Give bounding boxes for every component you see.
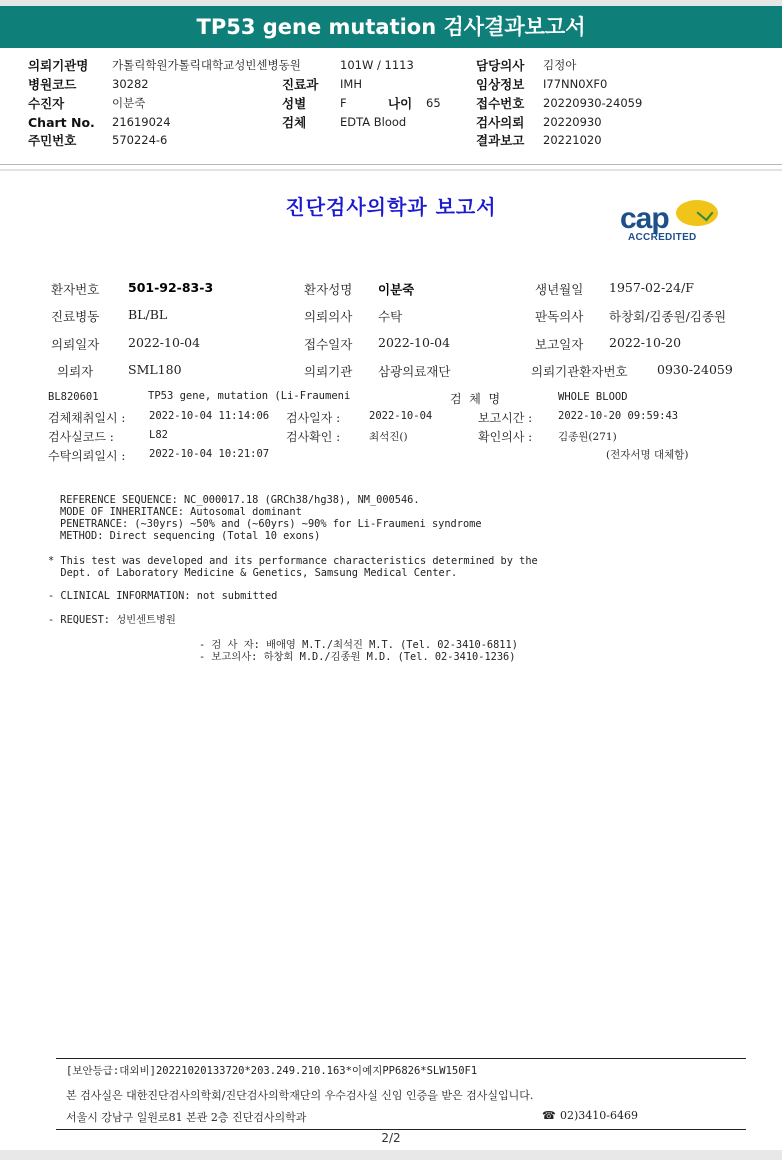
header-value: 30282 [112,77,149,91]
header-value: 20221020 [543,133,602,147]
reporter-info: - 보고의사: 하창회 M.D./김종원 M.D. (Tel. 02-3410-1236) [199,651,516,663]
test-name: TP53 gene, mutation (Li-Fraumeni [148,390,351,402]
phone-icon: ☎ [542,1109,556,1122]
header-label: 검사의뢰 [476,115,525,130]
request-time-value: 2022-10-04 10:21:07 [149,448,270,460]
header-value: 20220930-24059 [543,96,643,110]
header-value: 570224-6 [112,133,168,147]
patient-label: 의뢰자 [57,364,94,379]
certification-note: 본 검사실은 대한진단검사의학회/진단검사의학재단의 우수검사실 신임 인증을 받은 검사실입니다. [66,1089,534,1102]
lab-phone: 02)3410-6469 [560,1109,638,1122]
cap-accredited-logo [620,198,730,248]
header-label: 수진자 [28,96,65,111]
age-value: 65 [426,96,441,110]
header-label: Chart No. [28,115,95,130]
document-title: TP53 gene mutation 검사결과보고서 [196,15,586,39]
page-number: 2/2 [381,1131,401,1145]
patient-value: 1957-02-24/F [609,280,694,295]
specimen-value: WHOLE BLOOD [558,391,628,403]
header-label: 진료과 [282,77,319,92]
header-value: 101W / 1113 [340,58,414,72]
examiner-info: - 검 사 자: 배애영 M.T./최석진 M.T. (Tel. 02-3410-6811) [199,639,518,651]
patient-label: 환자성명 [304,282,353,297]
exam-date-label: 검사일자 : [286,411,341,425]
security-line: [보안등급:대외비]20221020133720*203.249.210.163*이예지PP6826*SLW150F1 [66,1065,478,1077]
patient-value: 수탁 [378,309,403,324]
patient-label: 생년월일 [535,282,584,297]
cap-accredited-text: ACCREDITED [628,232,697,243]
header-label: 성별 [282,96,307,111]
specimen-label: 검 체 명 [450,392,501,406]
lab-code-value: L82 [149,429,168,441]
patient-label: 의뢰기관 [304,364,353,379]
patient-label: 의뢰기관환자번호 [531,364,628,379]
report-time-value: 2022-10-20 09:59:43 [558,410,679,422]
body-line: REFERENCE SEQUENCE: NC_000017.18 (GRCh38/hg38), NM_000546. [60,494,420,506]
lab-code-label: 검사실코드 : [48,430,114,444]
header-value: 김정아 [543,58,577,72]
doctor-label: 확인의사 : [478,430,533,444]
report-heading: 진단검사의학과 보고서 [285,195,497,219]
header-label: 주민번호 [28,133,77,148]
patient-label: 진료병동 [51,309,100,324]
exam-date-value: 2022-10-04 [369,410,433,422]
body-note: Dept. of Laboratory Medicine & Genetics, Samsung Medical Center. [48,567,458,579]
patient-number: 501-92-83-3 [128,280,214,295]
footer-top-line [56,1058,746,1059]
clinical-info: - CLINICAL INFORMATION: not submitted [48,590,278,602]
body-line: PENETRANCE: (~30yrs) ~50% and (~60yrs) ~90% for Li-Fraumeni syndrome [60,518,482,530]
header-label: 담당의사 [476,58,525,73]
body-note: * This test was developed and its performance characteristics determined by the [48,555,538,567]
patient-label: 의뢰의사 [304,309,353,324]
header-label: 의뢰기관명 [28,58,89,73]
patient-value: 하창회/김종원/김종원 [609,309,727,324]
patient-value: 0930-24059 [657,362,733,377]
doctor-value: 김종원(271) [558,431,617,443]
footer-bottom-line [56,1129,746,1130]
report-title-bar [0,0,782,48]
header-value: EDTA Blood [340,115,407,129]
header-value: 21619024 [112,115,171,129]
header-label: 결과보고 [476,133,525,148]
collect-label: 검체채취일시 : [48,411,126,425]
header-divider [0,164,782,165]
body-line: METHOD: Direct sequencing (Total 10 exons) [60,530,321,542]
request-time-label: 수탁의뢰일시 : [48,449,126,463]
confirm-label: 검사확인 : [286,430,341,444]
request-info: - REQUEST: 성빈센트병원 [48,614,176,626]
page-bottom-band [0,1150,782,1160]
patient-label: 판독의사 [535,309,584,324]
header-label: 검체 [282,115,307,130]
age-label: 나이 [388,96,413,111]
confirm-value: 최석진() [369,431,408,443]
header-value: I77NN0XF0 [543,77,608,91]
lab-address: 서울시 강남구 일원로81 본관 2층 진단검사의학과 [66,1111,307,1124]
cap-logo-text: cap [620,202,669,235]
header-value: 이분죽 [112,96,146,110]
report-time-label: 보고시간 : [478,411,533,425]
patient-value: SML180 [128,362,182,377]
patient-label: 의뢰일자 [51,337,100,352]
patient-label: 접수일자 [304,337,353,352]
test-code: BL820601 [48,391,99,403]
patient-value: 삼광의료재단 [378,364,451,379]
header-value: 20220930 [543,115,602,129]
patient-value: 2022-10-04 [128,335,201,350]
header-value: IMH [340,77,362,91]
patient-value: BL/BL [128,307,168,322]
header-shadow [0,169,782,171]
body-line: MODE OF INHERITANCE: Autosomal dominant [60,506,302,518]
header-label: 임상정보 [476,77,525,92]
esign-note: (전자서명 대체함) [606,449,689,461]
patient-value: 2022-10-20 [609,335,682,350]
patient-value: 2022-10-04 [378,335,451,350]
patient-label: 보고일자 [535,337,584,352]
collect-value: 2022-10-04 11:14:06 [149,410,270,422]
header-label: 병원코드 [28,77,77,92]
header-label: 접수번호 [476,96,525,111]
header-value: F [340,96,347,110]
patient-name: 이분죽 [378,282,415,297]
patient-label: 환자번호 [51,282,100,297]
header-value: 가톨릭학원가톨릭대학교성빈센병동원 [112,58,301,72]
